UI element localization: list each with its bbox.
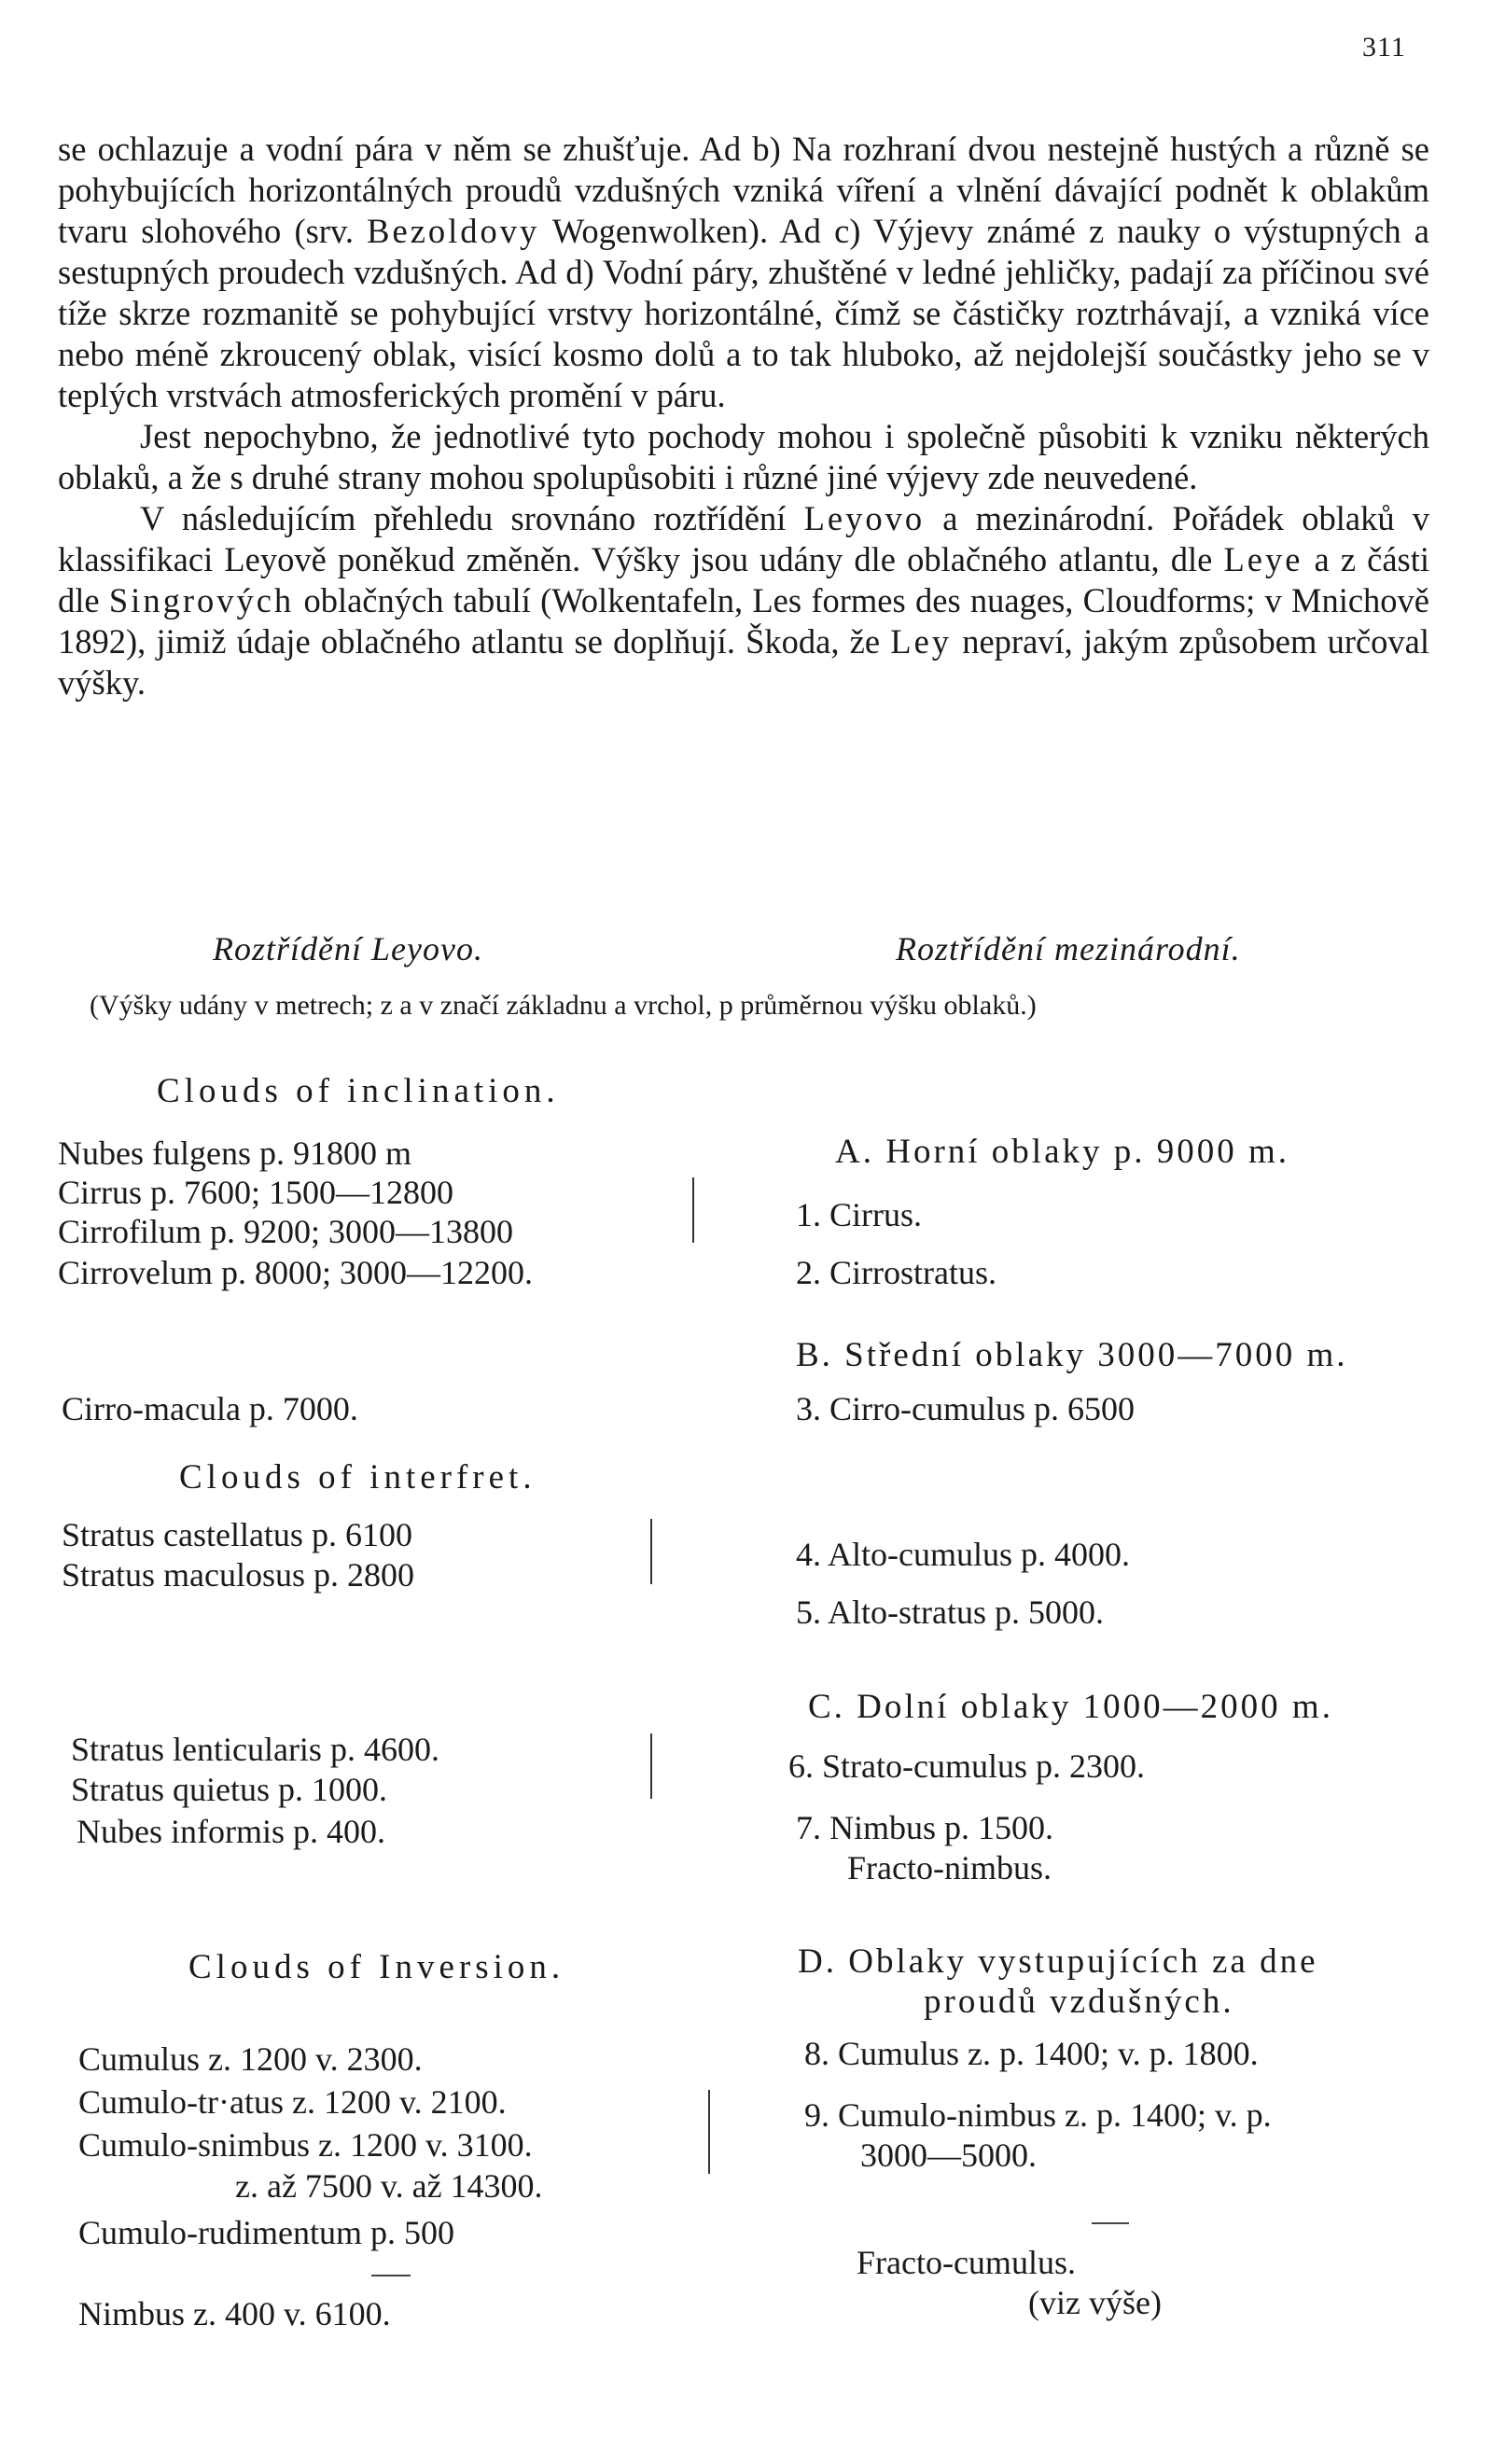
section-heading: Clouds of inclination.: [157, 1072, 560, 1110]
paragraph-2: Jest nepochybno, že jednotlivé tyto pochody mohou i společně působiti k vzniku některých oblaků, a že s druhé strany mohou spolupůsobiti i různé jiné výjevy zde neuvedené.: [58, 417, 1429, 496]
author-name: Leye: [1223, 540, 1303, 578]
group-heading: C. Dolní oblaky 1000—2000 m.: [808, 1688, 1333, 1726]
cloud-entry: Cirro-macula p. 7000.: [62, 1390, 358, 1427]
cloud-entry: (viz výše): [1028, 2284, 1162, 2321]
cloud-entry: 2. Cirrostratus.: [796, 1254, 996, 1291]
cloud-entry: Stratus lenticularis p. 4600.: [71, 1731, 439, 1768]
author-name: Singrových: [108, 581, 295, 619]
cloud-entry: 5. Alto-stratus p. 5000.: [796, 1594, 1104, 1631]
cloud-entry: Fracto-nimbus.: [847, 1849, 1052, 1886]
author-name: Leyovo: [803, 499, 926, 537]
cloud-entry: Stratus quietus p. 1000.: [71, 1771, 387, 1808]
cloud-entry: Nimbus z. 400 v. 6100.: [78, 2295, 391, 2332]
cloud-entry: Stratus castellatus p. 6100: [62, 1516, 412, 1553]
cloud-entry: Cumulo-tr·atus z. 1200 v. 2100.: [78, 2083, 507, 2121]
section-heading: Clouds of Inversion.: [188, 1948, 565, 1986]
section-heading: Clouds of interfret.: [179, 1458, 536, 1496]
cloud-entry: Cumulus z. 1200 v. 2300.: [78, 2040, 423, 2078]
cloud-entry: 1. Cirrus.: [796, 1196, 922, 1233]
cloud-entry: Nubes informis p. 400.: [77, 1813, 385, 1850]
cloud-entry: 6. Strato-cumulus p. 2300.: [788, 1747, 1145, 1785]
author-name: Bezoldovy: [367, 212, 540, 250]
paragraph-3: V následujícím přehledu srovnáno roztřídění Leyovo a mezinárodní. Pořádek oblaků v klassifikaci Leyově poněkud změněn. Výšky jsou udány dle oblačného atlantu, dle Leye a z části dle Singrových oblačných tabulí (Wolkentafeln, Les formes des nuages, Cloudforms; v Mnichově 1892), jimiž údaje oblačného atlantu se doplňují. Škoda, že Ley nepraví, jakým způsobem určoval výšky.: [58, 499, 1430, 702]
group-heading: D. Oblaky vystupujících za dne: [798, 1942, 1318, 1981]
body-text: [58, 129, 1429, 703]
bracket: [644, 1519, 652, 1584]
cloud-entry: z. až 7500 v. až 14300.: [235, 2167, 543, 2205]
cloud-entry: Cirrovelum p. 8000; 3000—12200.: [58, 1254, 533, 1291]
cloud-entry: Fracto-cumulus.: [857, 2244, 1076, 2281]
height-note: (Výšky udány v metrech; z a v značí základnu a vrchol, p průměrnou výšku oblaků.): [90, 990, 1037, 1021]
cloud-entry: Cirrus p. 7600; 1500—12800: [58, 1174, 454, 1211]
ditto-bar: [371, 2275, 411, 2276]
group-heading: proudů vzdušných.: [924, 1983, 1234, 2021]
cloud-entry: 7. Nimbus p. 1500.: [796, 1809, 1054, 1846]
group-heading: A. Horní oblaky p. 9000 m.: [835, 1133, 1290, 1171]
ditto-bar: [1092, 2222, 1129, 2224]
group-heading: B. Střední oblaky 3000—7000 m.: [796, 1336, 1348, 1374]
cloud-entry: 4. Alto-cumulus p. 4000.: [796, 1536, 1130, 1573]
right-column-header: Roztřídění mezinárodní.: [896, 930, 1241, 968]
bracket: [702, 2090, 710, 2174]
bracket: [644, 1733, 652, 1799]
bracket: [686, 1177, 694, 1243]
author-name: Ley: [890, 622, 953, 661]
cloud-entry: 3000—5000.: [860, 2137, 1037, 2174]
cloud-entry: 8. Cumulus z. p. 1400; v. p. 1800.: [804, 2035, 1259, 2072]
page-number: 311: [1362, 32, 1406, 63]
cloud-entry: Nubes fulgens p. 91800 m: [58, 1135, 411, 1172]
cloud-entry: 3. Cirro-cumulus p. 6500: [796, 1390, 1135, 1427]
cloud-entry: Stratus maculosus p. 2800: [62, 1556, 414, 1594]
cloud-entry: Cumulo-rudimentum p. 500: [78, 2214, 454, 2251]
cloud-entry: 9. Cumulo-nimbus z. p. 1400; v. p.: [804, 2096, 1272, 2134]
paragraph-1: se ochlazuje a vodní pára v něm se zhušťuje. Ad b) Na rozhraní dvou nestejně hustých a různě se pohybujících horizontálných proudů vzdušných vzniká víření a vlnění dávající podnět k oblakům tvaru slohového (srv. Bezoldovy Wogenwolken). Ad c) Výjevy známé z nauky o výstupných a sestupných proudech vzdušných. Ad d) Vodní páry, zhuštěné v ledné jehličky, padají za příčinou své tíže skrze rozmanitě se pohybující vrstvy horizontálné, čímž se částičky roztrhávají, a vzniká více nebo méně zkroucený oblak, visící kosmo dolů a to tak hluboko, až nejdolejší součástky jeho se v teplých vrstvách atmosferických promění v páru.: [58, 130, 1430, 414]
cloud-entry: Cirrofilum p. 9200; 3000—13800: [58, 1213, 513, 1250]
cloud-entry: Cumulo-snimbus z. 1200 v. 3100.: [78, 2126, 533, 2164]
left-column-header: Roztřídění Leyovo.: [213, 930, 483, 968]
